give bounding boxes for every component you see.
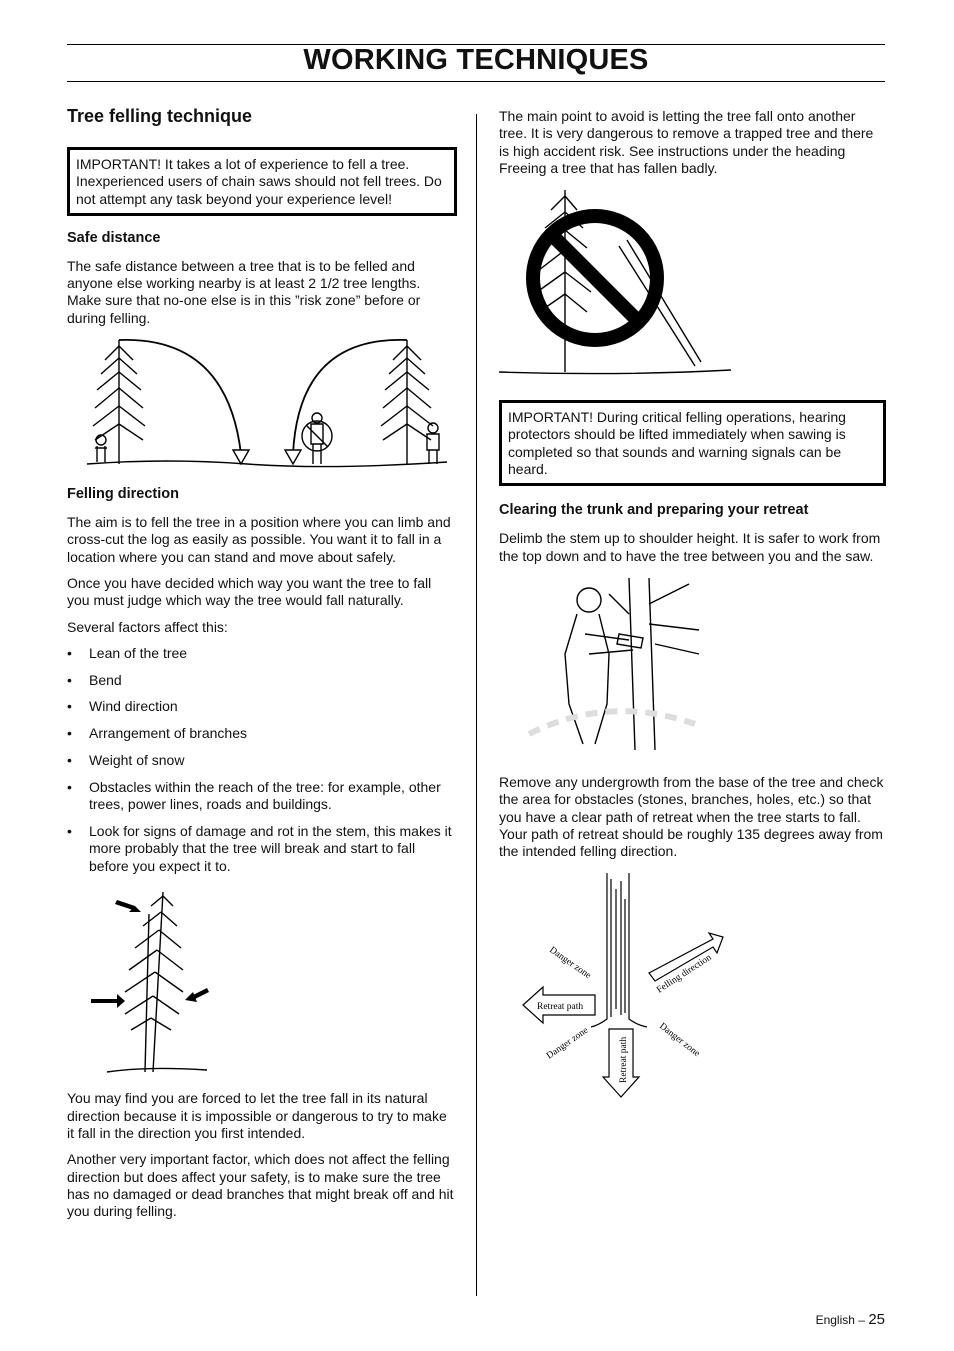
intro-paragraph: The main point to avoid is letting the tree fall onto another tree. It is very dangerous to remove a trapped tree and there is high accident risk. See instructions under the heading Freeing a tree that has fallen badly. (499, 108, 874, 176)
clearing-heading: Clearing the trunk and preparing your retreat (499, 502, 809, 519)
label-retreat-path-left: Retreat path (537, 1002, 584, 1013)
retreat-path-diagram (499, 869, 886, 1105)
column-divider (476, 114, 477, 1296)
page-footer (816, 1311, 885, 1328)
clearing-p2: Remove any undergrowth from the base of the tree and check the area for obstacles (stones, branches, holes, etc.) so that you have a clear path of retreat when the tree starts to fall. Your path of retreat should be roughly 135 degrees away from the intended felling direction. (499, 773, 884, 860)
list-item: • Bend (67, 672, 457, 689)
label-danger-zone-bottom-right: Danger zone (657, 1021, 702, 1060)
list-item: • Look for signs of damage and rot in the stem, this makes it more probably that the tree will break and start to fall before you expect it to. (67, 823, 457, 875)
important-notice-hearing: IMPORTANT! During critical felling operations, hearing protectors should be lifted immediately when sawing is completed so that sounds and warning signals can be heard. (499, 400, 886, 486)
list-item: • Weight of snow (67, 752, 457, 769)
tree-factors-illustration (67, 884, 457, 1076)
label-retreat-path-down: Retreat path (619, 1037, 629, 1084)
list-item: • Wind direction (67, 698, 457, 715)
label-danger-zone-top-left: Danger zone (547, 945, 593, 982)
page-title: WORKING TECHNIQUES (303, 44, 649, 76)
list-item: • Lean of the tree (67, 645, 457, 662)
felling-direction-p3: Several factors affect this: (67, 618, 228, 635)
section-title: Tree felling technique (67, 106, 253, 126)
safe-distance-illustration (67, 336, 457, 472)
left-column (67, 106, 457, 1229)
felling-direction-p5: Another very important factor, which does not affect the felling direction but does affect your safety, is to make sure the tree has no damaged or dead branches that might break off and hit you during felling. (67, 1151, 454, 1220)
important-notice-experience: IMPORTANT! It takes a lot of experience to fell a tree. Inexperienced users of chain saws should not fell trees. Do not attempt any task beyond your experience level! (67, 147, 457, 216)
header-rule-bottom (67, 81, 885, 82)
felling-direction-p1: The aim is to fell the tree in a position where you can limb and cross-cut the log as easily as possible. You want it to fall in a location where you can stand and move about safely. (67, 514, 451, 565)
list-item: • Arrangement of branches (67, 725, 457, 742)
label-danger-zone-bottom-left: Danger zone (544, 1026, 591, 1062)
label-felling-direction: Felling direction (655, 953, 714, 996)
safe-distance-heading: Safe distance (67, 229, 161, 246)
clearing-p1: Delimb the stem up to shoulder height. It is safer to work from the top down and to have the tree between you and the saw. (499, 530, 881, 564)
no-tree-on-tree-illustration (499, 186, 886, 386)
footer-language: English (815, 1313, 855, 1327)
footer-dash: – (858, 1313, 865, 1327)
felling-direction-p2: Once you have decided which way you want the tree to fall you must judge which way the tree would fall naturally. (67, 574, 432, 609)
right-column (499, 108, 886, 1105)
safe-distance-text: The safe distance between a tree that is to be felled and anyone else working nearby is at least 2 1/2 tree lengths. Make sure that no-one else is in this ”risk zone” before or during felling. (67, 257, 421, 326)
felling-direction-heading: Felling direction (67, 486, 179, 503)
felling-direction-p4: You may find you are forced to let the tree fall in its natural direction because it is impossible or dangerous to try to make it fall in the direction you first intended. (67, 1090, 447, 1141)
delimbing-illustration (499, 574, 886, 760)
page-number: 25 (868, 1311, 885, 1328)
list-item: • Obstacles within the reach of the tree: for example, other trees, power lines, roads and buildings. (67, 779, 457, 814)
factors-list (67, 645, 457, 875)
